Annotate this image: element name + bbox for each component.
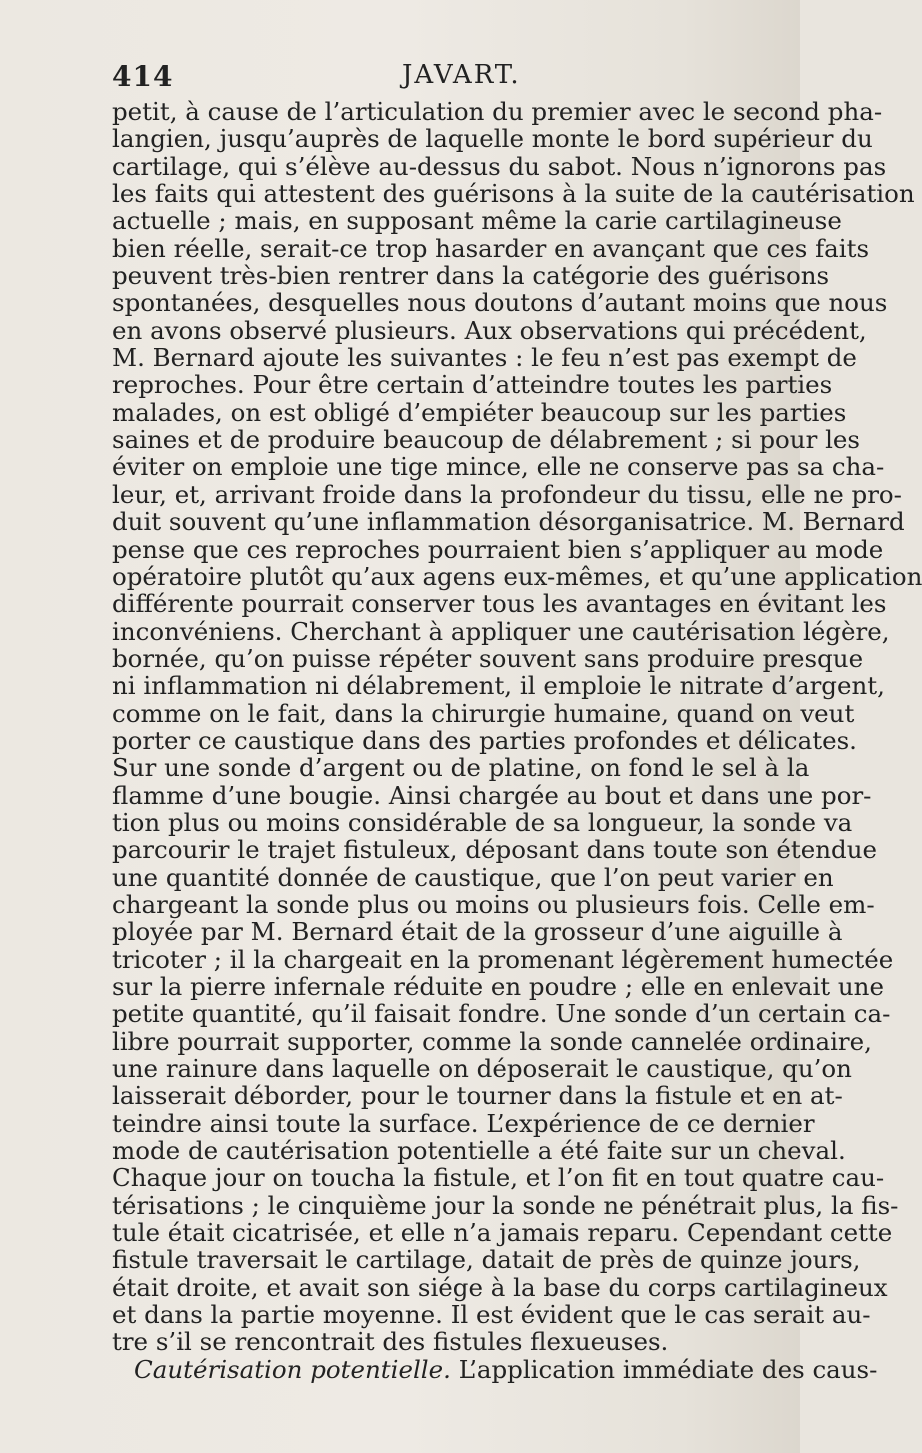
text-line: éviter on emploie une tige mince, elle ne conserve pas sa cha- bbox=[112, 452, 885, 482]
text-line: reproches. Pour être certain d’atteindre toutes les parties bbox=[112, 370, 833, 400]
text-line: tricoter ; il la chargeait en la promenant légèrement humectée bbox=[112, 944, 894, 974]
text-line: bien réelle, serait-ce trop hasarder en avançant que ces faits bbox=[112, 233, 870, 263]
text-line: Sur une sonde d’argent ou de platine, on fond le sel à la bbox=[112, 753, 810, 783]
text-line: M. Bernard ajoute les suivantes : le feu n’est pas exempt de bbox=[112, 343, 857, 373]
text-line: leur, et, arrivant froide dans la profondeur du tissu, elle ne pro- bbox=[112, 479, 902, 509]
text-line: petite quantité, qu’il faisait fondre. Une sonde d’un certain ca- bbox=[112, 999, 891, 1029]
text-line: ployée par M. Bernard était de la grosseur d’une aiguille à bbox=[112, 917, 843, 947]
text-line: duit souvent qu’une inflammation désorganisatrice. M. Bernard bbox=[112, 507, 905, 537]
text-line: langien, jusqu’auprès de laquelle monte le bord supérieur du bbox=[112, 124, 873, 154]
text-line: spontanées, desquelles nous doutons d’autant moins que nous bbox=[112, 288, 888, 318]
text-line: mode de cautérisation potentielle a été faite sur un cheval. bbox=[112, 1136, 846, 1166]
text-line: tre s’il se rencontrait des fistules flexueuses. bbox=[112, 1327, 669, 1357]
text-line: peuvent très-bien rentrer dans la catégorie des guérisons bbox=[112, 261, 830, 291]
text-line: une quantité donnée de caustique, que l’on peut varier en bbox=[112, 862, 834, 892]
text-line: saines et de produire beaucoup de délabrement ; si pour les bbox=[112, 425, 860, 455]
text-line: tule était cicatrisée, et elle n’a jamais reparu. Cependant cette bbox=[112, 1218, 893, 1248]
text-line: différente pourrait conserver tous les avantages en évitant les bbox=[112, 589, 887, 619]
text-line: Chaque jour on toucha la fistule, et l’on fit en tout quatre cau- bbox=[112, 1163, 885, 1193]
text-line: actuelle ; mais, en supposant même la carie cartilagineuse bbox=[112, 206, 842, 236]
text-line: pense que ces reproches pourraient bien s’appliquer au mode bbox=[112, 534, 884, 564]
text-line: parcourir le trajet fistuleux, déposant dans toute son étendue bbox=[112, 835, 877, 865]
text-line: petit, à cause de l’articulation du premier avec le second pha- bbox=[112, 97, 883, 126]
text-line: et dans la partie moyenne. Il est évident que le cas serait au- bbox=[112, 1300, 871, 1330]
text-line: flamme d’une bougie. Ainsi chargée au bout et dans une por- bbox=[112, 780, 872, 810]
text-line: inconvéniens. Cherchant à appliquer une cautérisation légère, bbox=[112, 616, 890, 646]
text-line: une rainure dans laquelle on déposerait le caustique, qu’on bbox=[112, 1054, 852, 1084]
text-line: était droite, et avait son siége à la base du corps cartilagineux bbox=[112, 1272, 888, 1302]
text-line: comme on le fait, dans la chirurgie humaine, quand on veut bbox=[112, 698, 855, 728]
text-line: fistule traversait le cartilage, datait de près de quinze jours, bbox=[112, 1245, 861, 1275]
text-line: sur la pierre infernale réduite en poudre ; elle en enlevait une bbox=[112, 972, 884, 1001]
paragraph-text: L’application immédiate des caus- bbox=[450, 1354, 878, 1384]
text-line: tion plus ou moins considérable de sa longueur, la sonde va bbox=[112, 807, 853, 837]
text-line: laisserait déborder, pour le tourner dans la fistule et en at- bbox=[112, 1081, 843, 1111]
body-text bbox=[112, 97, 922, 1384]
paragraph-start-line bbox=[112, 1354, 878, 1384]
text-line: cartilage, qui s’élève au-dessus du sabot. Nous n’ignorons pas bbox=[112, 151, 887, 181]
text-line: ni inflammation ni délabrement, il emploie le nitrate d’argent, bbox=[112, 671, 885, 701]
text-line: teindre ainsi toute la surface. L’expérience de ce dernier bbox=[112, 1108, 815, 1138]
text-line: les faits qui attestent des guérisons à la suite de la cautérisation bbox=[112, 179, 915, 209]
text-line: porter ce caustique dans des parties profondes et délicates. bbox=[112, 725, 857, 755]
text-line: chargeant la sonde plus ou moins ou plusieurs fois. Celle em- bbox=[112, 889, 875, 919]
page-header bbox=[112, 60, 772, 100]
page-number: 414 bbox=[112, 60, 174, 93]
text-line: libre pourrait supporter, comme la sonde cannelée ordinaire, bbox=[112, 1026, 872, 1056]
text-line: opératoire plutôt qu’aux agens eux-mêmes, et qu’une application bbox=[112, 561, 922, 591]
text-line: térisations ; le cinquième jour la sonde ne pénétrait plus, la fis- bbox=[112, 1190, 899, 1220]
running-title: JAVART. bbox=[402, 60, 521, 90]
text-line: en avons observé plusieurs. Aux observations qui précédent, bbox=[112, 315, 867, 345]
italic-heading: Cautérisation potentielle. bbox=[134, 1354, 451, 1384]
text-line: malades, on est obligé d’empiéter beaucoup sur les parties bbox=[112, 397, 847, 427]
text-line: bornée, qu’on puisse répéter souvent sans produire presque bbox=[112, 643, 864, 673]
